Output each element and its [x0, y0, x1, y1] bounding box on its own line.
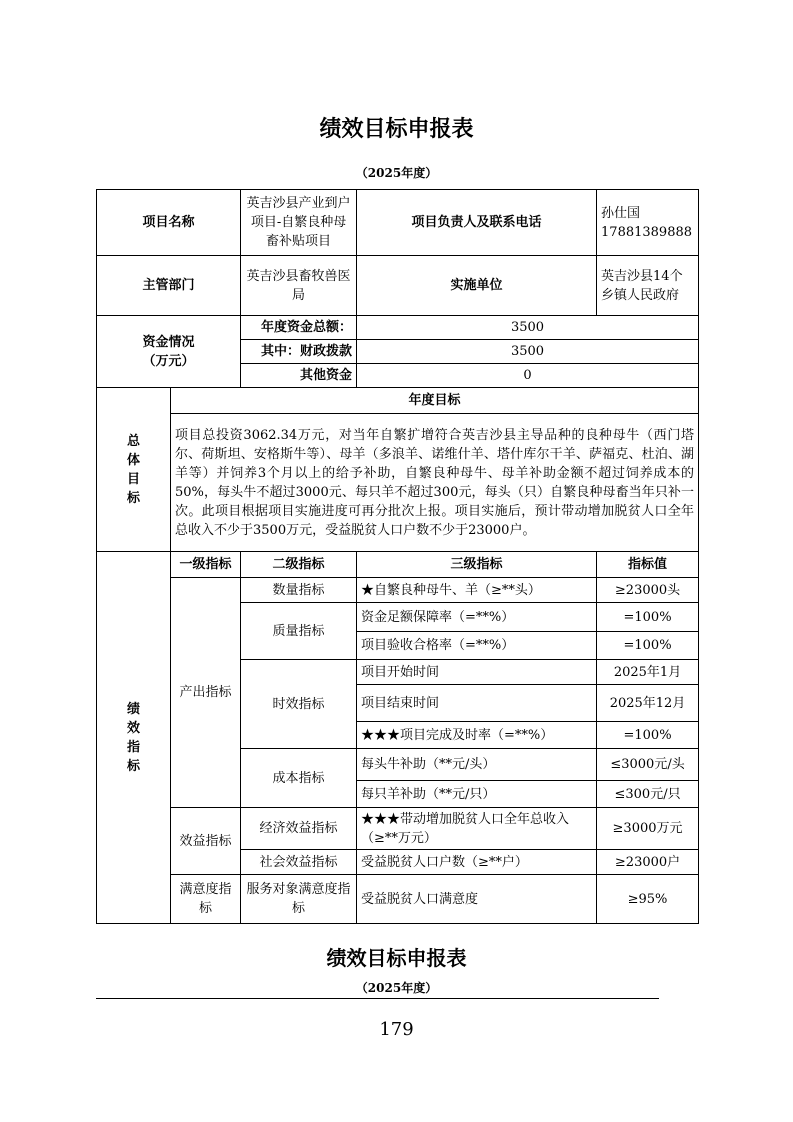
- row-econ: [97, 808, 699, 850]
- header-level1: 一级指标: [171, 552, 241, 578]
- funds-label-line1: 资金情况: [142, 334, 195, 350]
- contact-phone: 17881389888: [601, 224, 693, 240]
- project-name-value: 英吉沙县产业到户项目-自繁良种母畜补贴项目: [241, 190, 357, 256]
- row-overall-text: [97, 414, 699, 552]
- funds-other-value: 0: [357, 364, 699, 388]
- time-item-value: 2025年12月: [597, 685, 699, 722]
- time-item-name: 项目结束时间: [357, 685, 597, 722]
- row-overall-header: [97, 388, 699, 414]
- social-label: 社会效益指标: [241, 850, 357, 875]
- econ-label: 经济效益指标: [241, 808, 357, 850]
- cost-label: 成本指标: [241, 749, 357, 808]
- dept-value: 英吉沙县畜牧兽医局: [241, 256, 357, 316]
- quality-item-name: 资金足额保障率（=**%）: [357, 603, 597, 632]
- overall-text: 项目总投资3062.34万元，对当年自繁扩增符合英吉沙县主导品种的良种母牛（西门塔尔、荷斯坦、安格斯牛等）、母羊（多浪羊、诺维什羊、塔什库尔干羊、萨福克、杜泊、湖羊等）并饲养3个月以上的给予补助，自繁良种母牛、母羊补助金额不超过饲养成本的50%，每头牛不超过3000元、每只羊不超过300元，每头（只）自繁良种母畜当年只补一次。此项目根据项目实施进度可再分批次上报。项目实施后，预计带动增加脱贫人口全年总收入不少于3500万元，受益脱贫人口户数不少于23000户。: [171, 414, 699, 552]
- time-label: 时效指标: [241, 660, 357, 749]
- page-title-repeat: 绩效目标申报表: [326, 946, 467, 970]
- funds-fiscal-label: 其中：财政拨款: [241, 340, 357, 364]
- time-item-value: =100%: [597, 722, 699, 749]
- row-indicator-headers: [97, 552, 699, 578]
- benefit-label: 效益指标: [171, 808, 241, 875]
- quality-item-value: =100%: [597, 632, 699, 660]
- quantity-label: 数量指标: [241, 578, 357, 603]
- time-item-value: 2025年1月: [597, 660, 699, 685]
- funds-label-line2: （万元）: [142, 353, 195, 369]
- econ-value: ≥3000万元: [597, 808, 699, 850]
- contact-value: [597, 190, 699, 256]
- row-quantity: [97, 578, 699, 603]
- row-satisfaction: [97, 875, 699, 924]
- service-label: 服务对象满意度指标: [241, 875, 357, 924]
- time-item-name: ★★★项目完成及时率（=**%）: [357, 722, 597, 749]
- year-label: （2025年度）: [355, 166, 438, 180]
- contact-name: 孙仕国: [601, 205, 641, 221]
- impl-value: 英吉沙县14个乡镇人民政府: [597, 256, 699, 316]
- funds-total-label: 年度资金总额：: [241, 316, 357, 340]
- funds-label: [97, 316, 241, 388]
- impl-label: 实施单位: [357, 256, 597, 316]
- time-item-name: 项目开始时间: [357, 660, 597, 685]
- econ-item: ★★★带动增加脱贫人口全年总收入（≥**万元）: [357, 808, 597, 850]
- header-level2: 二级指标: [241, 552, 357, 578]
- indicators-side-label: 绩 效 指 标: [97, 552, 171, 924]
- funds-other-label: 其他资金: [241, 364, 357, 388]
- project-name-label: 项目名称: [97, 190, 241, 256]
- dept-label: 主管部门: [97, 256, 241, 316]
- cost-item-value: ≤3000元/头: [597, 749, 699, 781]
- funds-total-value: 3500: [357, 316, 699, 340]
- satisfaction-item: 受益脱贫人口满意度: [357, 875, 597, 924]
- quality-item-value: =100%: [597, 603, 699, 632]
- quantity-value: ≥23000头: [597, 578, 699, 603]
- quantity-item: ★自繁良种母牛、羊（≥**头）: [357, 578, 597, 603]
- header-value: 指标值: [597, 552, 699, 578]
- social-item: 受益脱贫人口户数（≥**户）: [357, 850, 597, 875]
- output-label: 产出指标: [171, 578, 241, 808]
- cost-item-name: 每头牛补助（**元/头）: [357, 749, 597, 781]
- row-funds-total: [97, 316, 699, 340]
- quality-item-name: 项目验收合格率（=**%）: [357, 632, 597, 660]
- contact-label: 项目负责人及联系电话: [357, 190, 597, 256]
- header-level3: 三级指标: [357, 552, 597, 578]
- row-project-name: [97, 190, 699, 256]
- social-value: ≥23000户: [597, 850, 699, 875]
- row-department: [97, 256, 699, 316]
- cost-item-value: ≤300元/只: [597, 781, 699, 808]
- page-title: 绩效目标申报表: [319, 117, 474, 142]
- page-number: 179: [379, 1019, 414, 1040]
- footer-rule: [96, 998, 659, 999]
- overall-side-label: 总 体 目 标: [97, 388, 171, 552]
- year-label-repeat: （2025年度）: [355, 981, 438, 995]
- quality-label: 质量指标: [241, 603, 357, 660]
- satisfaction-value: ≥95%: [597, 875, 699, 924]
- satisfaction-label: 满意度指标: [171, 875, 241, 924]
- cost-item-name: 每只羊补助（**元/只）: [357, 781, 597, 808]
- overall-header: 年度目标: [171, 388, 699, 414]
- performance-goal-form: [96, 189, 699, 924]
- funds-fiscal-value: 3500: [357, 340, 699, 364]
